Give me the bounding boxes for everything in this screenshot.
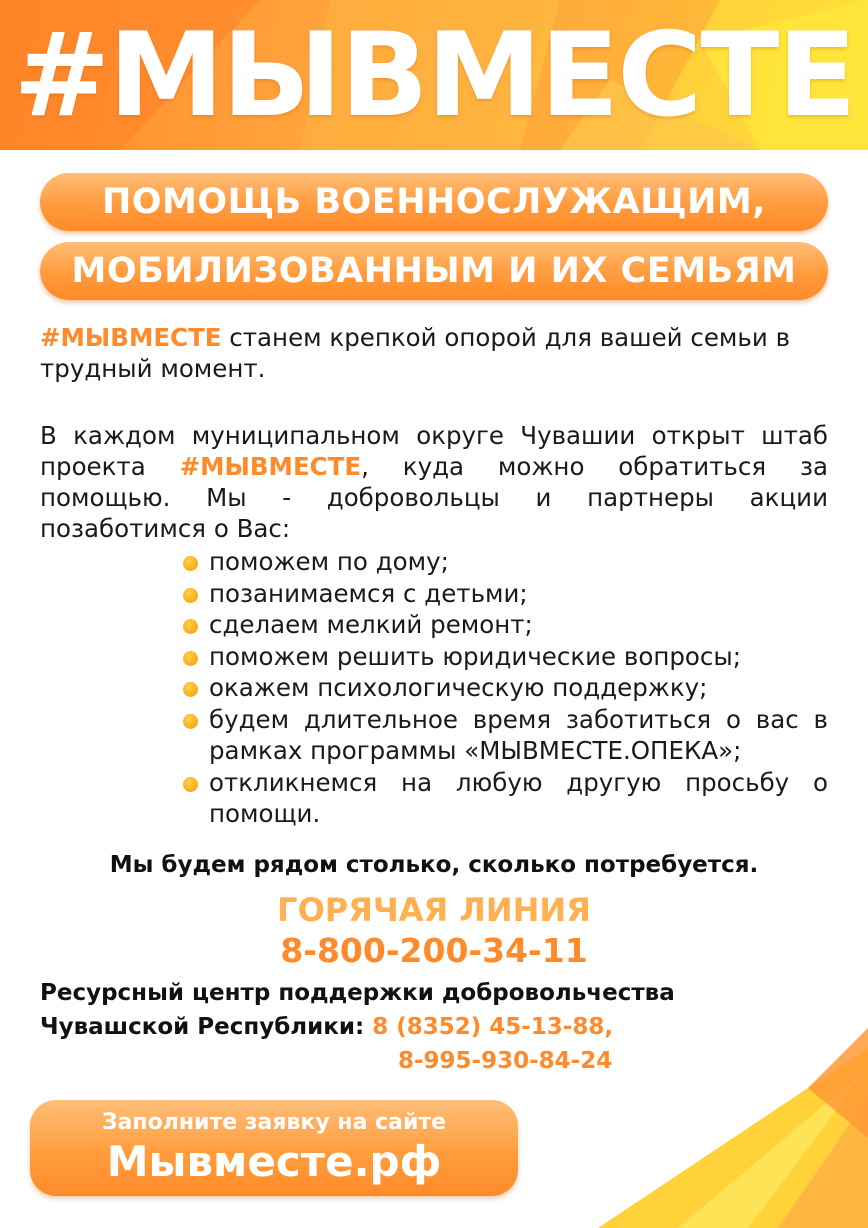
help-paragraph bbox=[40, 420, 828, 544]
banner-line-2: МОБИЛИЗОВАННЫМ И ИХ СЕМЬЯМ bbox=[40, 242, 828, 300]
resource-phone-2[interactable]: 8-995-930-84-24 bbox=[398, 1048, 613, 1074]
list-item: сделаем мелкий ремонт; bbox=[183, 609, 828, 641]
resource-center-name: Ресурсный центр поддержки добровольчества bbox=[40, 980, 675, 1006]
intro-paragraph bbox=[40, 322, 828, 384]
list-item: поможем по дому; bbox=[183, 546, 828, 578]
list-item: будем длительное время заботиться о вас в рамках программы «МЫВМЕСТЕ.ОПЕКА»; bbox=[183, 704, 828, 767]
bullet-dot-icon bbox=[183, 556, 198, 571]
bullet-dot-icon bbox=[183, 682, 198, 697]
resource-center-region: Чувашской Республики: bbox=[40, 1014, 373, 1040]
bullet-dot-icon bbox=[183, 714, 198, 729]
list-item: позанимаемся с детьми; bbox=[183, 578, 828, 610]
help-list bbox=[183, 546, 828, 830]
hotline-number[interactable]: 8-800-200-34-11 bbox=[280, 931, 588, 970]
list-item: поможем решить юридические вопросы; bbox=[183, 641, 828, 673]
intro-text: станем крепкой опорой для вашей семьи в трудный момент. bbox=[40, 323, 791, 383]
list-item: откликнемся на любую другую просьбу о помощи. bbox=[183, 767, 828, 830]
apply-button-caption: Заполните заявку на сайте bbox=[101, 1110, 447, 1135]
list-item: окажем психологическую поддержку; bbox=[183, 672, 828, 704]
apply-button[interactable] bbox=[30, 1100, 518, 1196]
bullet-dot-icon bbox=[183, 619, 198, 634]
help-text-1: В каждом муниципальном округе Чувашии открыт штаб проекта bbox=[40, 421, 828, 481]
hotline-label: ГОРЯЧАЯ ЛИНИЯ bbox=[277, 891, 591, 929]
bullet-dot-icon bbox=[183, 651, 198, 666]
header-title: #МЫВМЕСТЕ bbox=[13, 8, 855, 143]
help-text-2: , куда можно обратиться за помощью. Мы - добровольцы и партнеры акции позаботимся о Вас: bbox=[40, 452, 828, 543]
slogan: Мы будем рядом столько, сколько потребуется. bbox=[109, 852, 759, 878]
intro-hashtag: #МЫВМЕСТЕ bbox=[40, 323, 222, 352]
bullet-dot-icon bbox=[183, 588, 198, 603]
resource-phone-1[interactable]: 8 (8352) 45-13-88, bbox=[372, 1014, 614, 1040]
header-band bbox=[0, 0, 868, 150]
bullet-dot-icon bbox=[183, 777, 198, 792]
help-hashtag: #МЫВМЕСТЕ bbox=[179, 452, 362, 481]
banner-line-1: ПОМОЩЬ ВОЕННОСЛУЖАЩИМ, bbox=[40, 173, 828, 231]
site-link[interactable]: Мывместе.рф bbox=[106, 1137, 442, 1186]
